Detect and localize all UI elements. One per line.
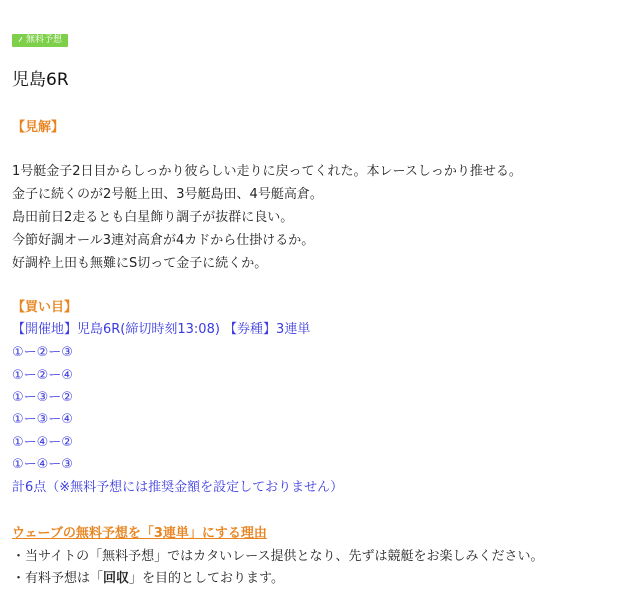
free-prediction-tag: 無料予想 bbox=[12, 34, 68, 47]
picks-venue-line: 【開催地】児島6R(締切時刻13:08) 【券種】3連単 bbox=[12, 322, 311, 337]
pick-combo: ①ー②ー③ bbox=[12, 345, 73, 360]
reason-heading: ウェーブの無料予想を「3連単」にする理由 bbox=[12, 526, 267, 541]
pick-combo: ①ー③ー② bbox=[12, 390, 73, 405]
view-line-5: 好調枠上田も無難にS切って金子に続くか。 bbox=[12, 256, 268, 271]
picks-heading: 【買い目】 bbox=[12, 300, 78, 315]
view-line-3: 島田前日2走るとも白星飾り調子が抜群に良い。 bbox=[12, 210, 294, 225]
view-line-2: 金子に続くのが2号艇上田、3号艇島田、4号艇高倉。 bbox=[12, 187, 323, 202]
picks-total: 計6点（※無料予想には推奨金額を設定しておりません） bbox=[12, 480, 344, 495]
reason-line-2 bbox=[12, 571, 284, 587]
view-heading: 【見解】 bbox=[12, 120, 65, 135]
reason-line-1: ・当サイトの「無料予想」ではカタいレース提供となり、先ずは競艇をお楽しみください。 bbox=[12, 549, 544, 564]
pick-combo: ①ー④ー② bbox=[12, 435, 73, 450]
reason-line-2-emphasis: 回収 bbox=[103, 571, 130, 586]
race-title: 児島6R bbox=[12, 70, 69, 90]
view-line-4: 今節好調オール3連対高倉が4カドから仕掛けるか。 bbox=[12, 233, 315, 248]
pick-combo: ①ー②ー④ bbox=[12, 368, 73, 383]
pick-combo: ①ー③ー④ bbox=[12, 412, 73, 427]
view-line-1: 1号艇金子2日目からしっかり彼らしい走りに戻ってくれた。本レースしっかり推せる。 bbox=[12, 164, 522, 179]
reason-line-2-prefix: ・有料予想は「 bbox=[12, 571, 104, 586]
reason-line-2-suffix: 」を目的としております。 bbox=[129, 571, 284, 586]
pick-combo: ①ー④ー③ bbox=[12, 457, 73, 472]
